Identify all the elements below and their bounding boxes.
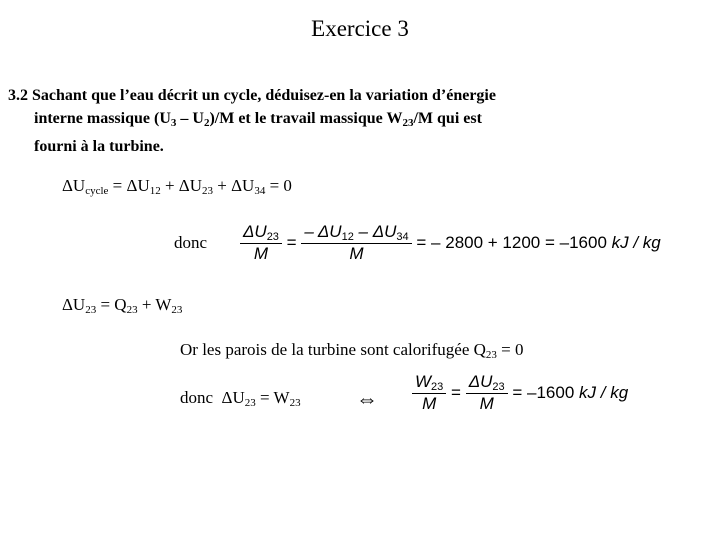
donc-work-equation: donc $\Delta U_{23} = W_{23}$: [180, 388, 301, 409]
equivalence-arrow-icon: ⇔: [356, 386, 378, 411]
question-line-2: interne massique $(U_3 - U_2)/M$ et le travail massique $W_{23}/M$ qui est: [34, 110, 482, 129]
page-title: Exercice 3: [311, 16, 409, 41]
fraction-W23-over-M: $\frac{W_{23}}{M}$: [412, 372, 446, 414]
question-line-3: fourni à la turbine.: [34, 138, 164, 155]
unit-label-2: kJ / kg: [579, 383, 629, 402]
cycle-equation: $\Delta U_{cycle} = \Delta U_{12} + \Delta U_{23} + \Delta U_{34} = 0$: [62, 176, 292, 197]
fraction-dU12-dU34-over-M: $\frac{- \Delta U_{12} - \Delta U_{34}}{M}$: [301, 222, 411, 264]
question-line-1: 3.2 Sachant que l’eau décrit un cycle, déduisez-en la variation d’énergie: [8, 87, 496, 104]
question-number: 3.2: [8, 87, 28, 104]
adiabatic-remark: Or les parois de la turbine sont calorifugée $Q_{23} = 0$: [180, 340, 524, 361]
unit-label-1: kJ / kg: [611, 233, 661, 252]
work-equation: $\frac{W_{23}}{M}$ = $\frac{\Delta U_{23}}{M}$ = –1600 kJ / kg: [412, 372, 628, 414]
fraction-dU23-over-M: $\frac{\Delta U_{23}}{M}$: [240, 222, 282, 264]
work-result: = –1600: [512, 383, 575, 402]
energy-variation-equation: $\frac{\Delta U_{23}}{M}$ = $\frac{- \Delta U_{12} - \Delta U_{34}}{M}$ = – 2800 + 1200 = –1600 kJ / kg: [240, 222, 661, 264]
donc-label-1: donc: [174, 233, 208, 252]
question-text: [8, 84, 496, 158]
fraction-dU23-over-M-2: $\frac{\Delta U_{23}}{M}$: [466, 372, 508, 414]
first-law-equation: $\Delta U_{23} = Q_{23} + W_{23}$: [62, 295, 183, 316]
energy-variation-result: = – 2800 + 1200 = –1600: [416, 233, 607, 252]
